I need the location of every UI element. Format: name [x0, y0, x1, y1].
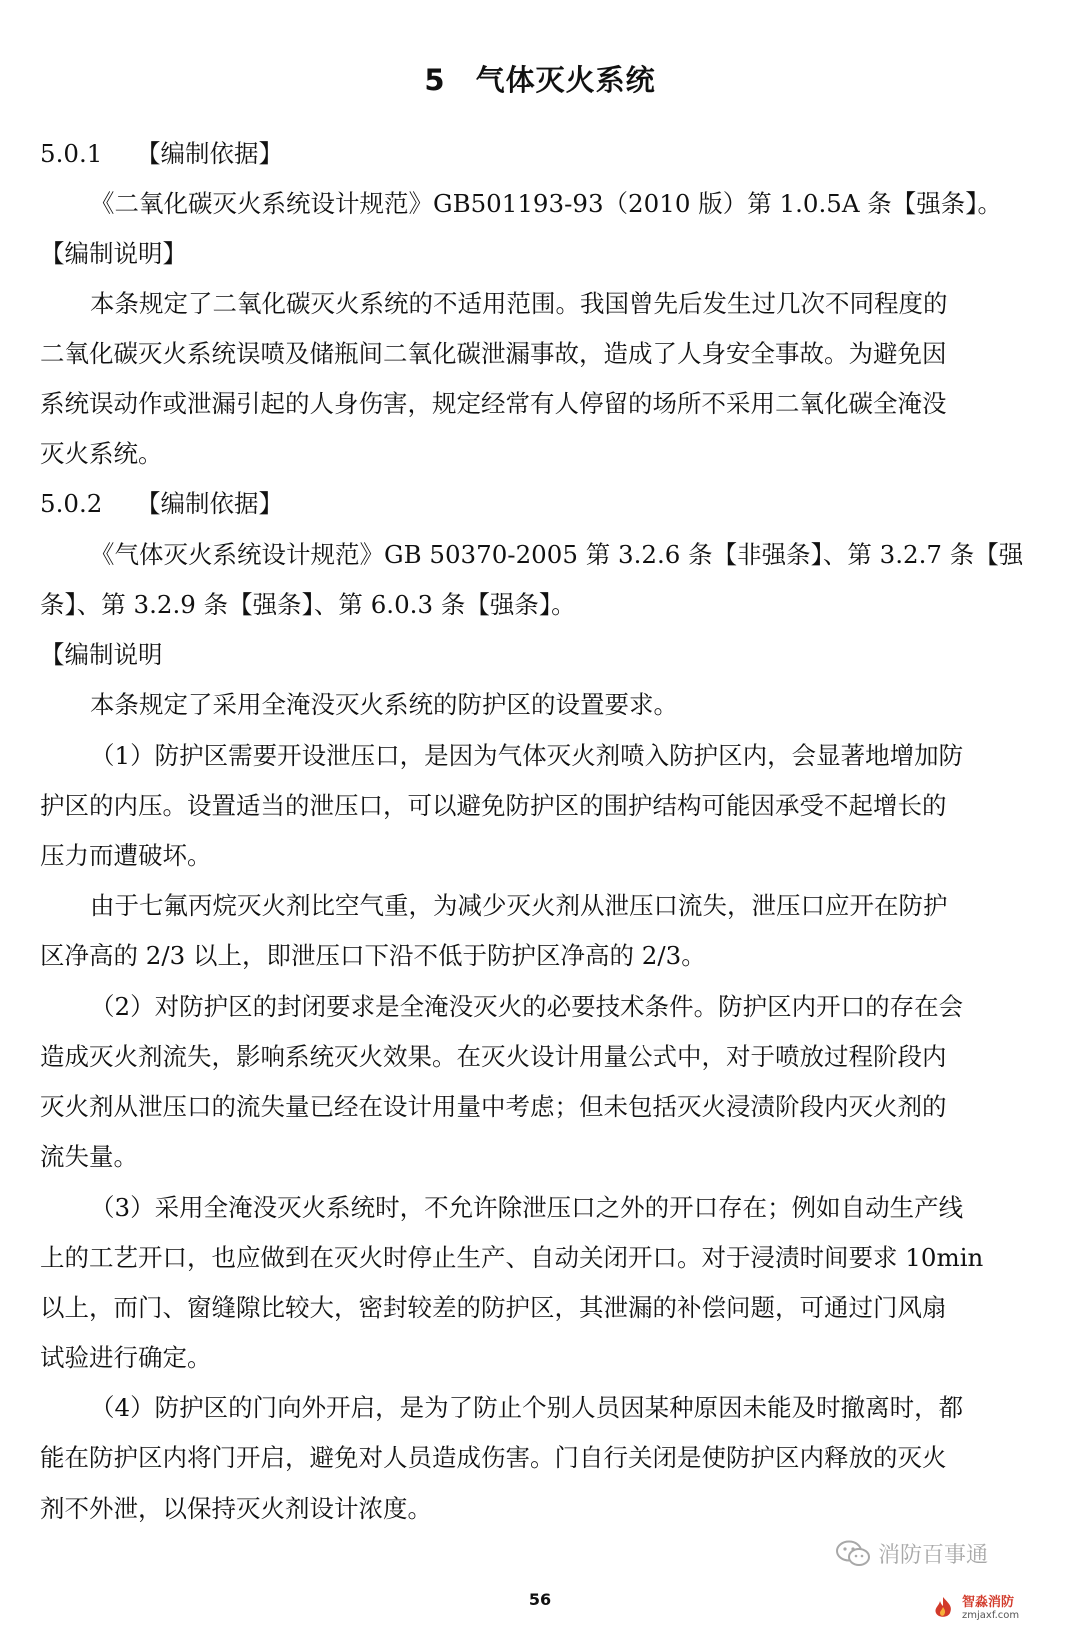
paragraph-line: 本条规定了二氧化碳灭火系统的不适用范围。我国曾先后发生过几次不同程度的 — [90, 289, 948, 318]
paragraph-line: 护区的内压。设置适当的泄压口，可以避免防护区的围护结构可能因承受不起增长的 — [40, 791, 947, 820]
paragraph-line: （1）防护区需要开设泄压口，是因为气体灭火剂喷入防护区内，会显著地增加防 — [90, 741, 964, 770]
explain-heading: 【编制说明 — [40, 640, 163, 669]
paragraph-line: 灭火系统。 — [40, 439, 163, 468]
basis-text: 《气体灭火系统设计规范》GB 50370-2005 第 3.2.6 条【非强条】、第 3.2.7 条【强 — [90, 540, 1024, 569]
paragraph-line: 能在防护区内将门开启，避免对人员造成伤害。门自行关闭是使防护区内释放的灭火 — [40, 1443, 947, 1472]
chapter-title: 5 气体灭火系统 — [424, 63, 656, 97]
paragraph-line: 由于七氟丙烷灭火剂比空气重，为减少灭火剂从泄压口流失，泄压口应开在防护 — [90, 891, 948, 920]
paragraph-line: 灭火剂从泄压口的流失量已经在设计用量中考虑；但未包括灭火浸渍阶段内灭火剂的 — [40, 1092, 947, 1121]
paragraph-line: 上的工艺开口，也应做到在灭火时停止生产、自动关闭开口。对于浸渍时间要求 10min — [40, 1243, 984, 1272]
paragraph-line: （2）对防护区的封闭要求是全淹没灭火的必要技术条件。防护区内开口的存在会 — [90, 992, 964, 1021]
paragraph-line: 系统误动作或泄漏引起的人身伤害，规定经常有人停留的场所不采用二氧化碳全淹没 — [40, 389, 947, 418]
wechat-watermark — [836, 1538, 988, 1569]
paragraph-line: 压力而遭破坏。 — [40, 841, 212, 870]
basis-heading: 【编制依据】 — [136, 489, 283, 518]
paragraph-line: 造成灭火剂流失，影响系统灭火效果。在灭火设计用量公式中，对于喷放过程阶段内 — [40, 1042, 947, 1071]
basis-text: 条】、第 3.2.9 条【强条】、第 6.0.3 条【强条】。 — [40, 590, 576, 619]
logo-url: zmjaxf.com — [962, 1609, 1020, 1621]
section-5-0-1-heading — [40, 136, 1040, 172]
paragraph-line: 以上，而门、窗缝隙比较大，密封较差的防护区，其泄漏的补偿问题，可通过门风扇 — [40, 1293, 947, 1322]
section-5-0-2-heading — [40, 486, 1040, 522]
paragraph-line: 本条规定了采用全淹没灭火系统的防护区的设置要求。 — [90, 690, 678, 719]
explain-heading: 【编制说明】 — [40, 239, 187, 268]
section-number: 5.0.2 — [40, 489, 103, 518]
paragraph-line: （3）采用全淹没灭火系统时，不允许除泄压口之外的开口存在；例如自动生产线 — [90, 1193, 964, 1222]
paragraph-line: 剂不外泄，以保持灭火剂设计浓度。 — [40, 1494, 432, 1523]
wechat-icon — [836, 1540, 870, 1568]
flame-logo-icon — [928, 1595, 958, 1621]
paragraph-line: 流失量。 — [40, 1142, 138, 1171]
paragraph-line: 区净高的 2/3 以上，即泄压口下沿不低于防护区净高的 2/3。 — [40, 941, 706, 970]
section-number: 5.0.1 — [40, 139, 103, 168]
watermark-text: 消防百事通 — [878, 1543, 989, 1568]
page-number: 56 — [528, 1590, 552, 1609]
logo-name: 智淼消防 — [962, 1594, 1015, 1610]
site-logo — [928, 1588, 1058, 1628]
paragraph-line: （4）防护区的门向外开启，是为了防止个别人员因某种原因未能及时撤离时，都 — [90, 1393, 964, 1422]
basis-text: 《二氧化碳灭火系统设计规范》GB501193-93（2010 版）第 1.0.5A 条【强条】。 — [90, 189, 1003, 218]
basis-heading: 【编制依据】 — [136, 139, 283, 168]
paragraph-line: 二氧化碳灭火系统误喷及储瓶间二氧化碳泄漏事故，造成了人身安全事故。为避免因 — [40, 339, 947, 368]
paragraph-line: 试验进行确定。 — [40, 1343, 212, 1372]
